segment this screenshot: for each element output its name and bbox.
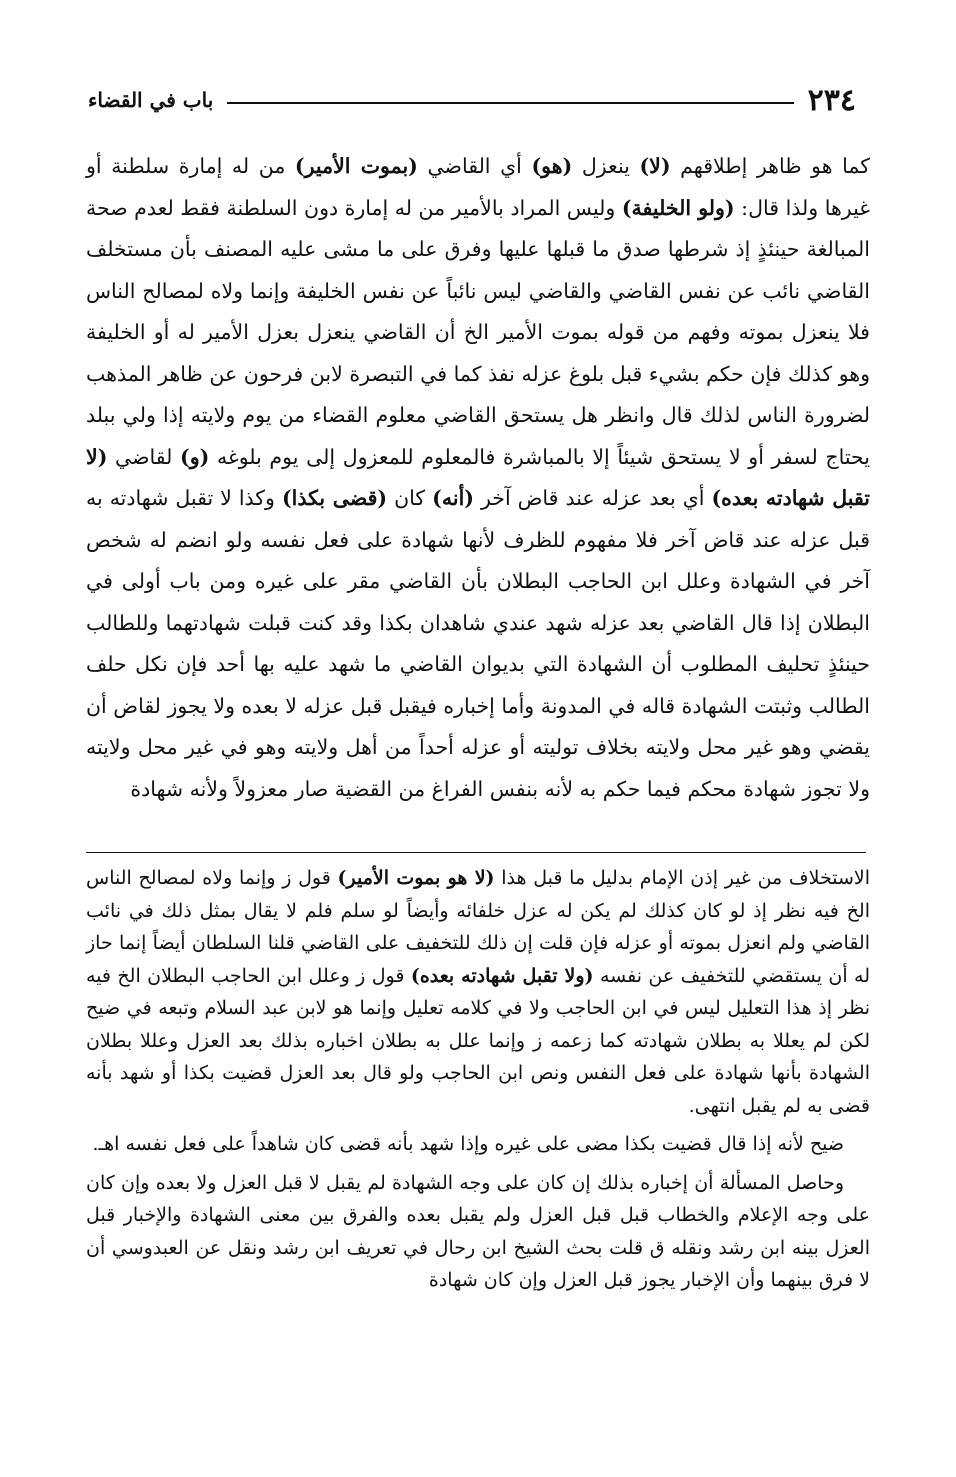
text-run: لقاضي [107,444,181,469]
text-run: الاستخلاف من غير إذن الإمام بدليل ما قبل هذا [494,867,870,889]
note-paragraph: ضيح لأنه إذا قال قضيت بكذا مضى على غيره وإذا شهد بأنه قضى كان شاهداً على فعل نفسه اهـ. [92,1133,844,1155]
header-rule [227,102,793,104]
matn-quote: (قضى بكذا) [281,486,388,510]
text-run: كما هو ظاهر إطلاقهم [670,154,870,178]
footnotes [86,862,870,1297]
note-paragraph [86,862,870,1122]
page-number: ٢٣٤ [807,82,856,118]
matn-quote: (هو) [531,154,573,178]
note-paragraph: وحاصل المسألة أن إخباره بذلك إن كان على وجه الشهادة لم يقبل لا قبل العزل ولا بعده وإن كان على وجه الإعلام والخطاب قبل قبل العزل ولم يقبل بعده والفرق بين معنى الشهادة والإخبار قبل العزل بينه ابن رشد ونقله ق قلت بحث الشيخ ابن رحال في تعريف ابن رشد ونقل عن العبدوسي أن لا فرق بينهما وأن الإخبار يجوز قبل العزل وإن كان شهادة [86,1171,870,1291]
matn-quote: (لا هو بموت الأمير) [337,867,495,889]
matn-quote: (لا) [639,154,671,178]
text-run: وليس المراد بالأمير من له إمارة دون السلطنة فقط لعدم صحة المبالغة حينئذٍ إذ شرطها صدق ما قبلها عليها وفرق على ما مشى عليه المصنف بأن مستخلف القاضي نائب عن نفس القاضي والقاضي ليس نائباً عن نفس الخليفة وإنما ولاه لمصالح الناس فلا ينعزل بموته وفهم من قوله بموت الأمير الخ أن القاضي ينعزل بعزل الأمير له أو الخليفة وهو كذلك فإن حكم بشيء قبل بلوغ عزله نفذ كما في التبصرة لابن فرحون عن ظاهر المذهب لضرورة الناس لذلك قال وانظر هل يستحق القاضي معلوم القضاء من يوم ولايته إذا ولي ببلد يحتاج لسفر أو لا يستحق شيئاً إلا بالمباشرة فالمعلوم للمعزول إلى يوم بلوغه [86,195,870,469]
text-run: قول ز وعلل ابن الحاجب البطلان الخ فيه نظر إذ هذا التعليل ليس في ابن الحاجب ولا في كلامه تعليل وإنما هو لابن عبد السلام وتبعه في ضيح لكن لم يعللا به بطلان شهادته كما زعمه ز وإنما علل به بطلان اخباره بذلك بعد العزل وعللا بطلان الشهادة بأنها شهادة على فعل النفس ونص ابن الحاجب ولو قال بعد العزل قضيت بكذا أو شهد بأنه قضى به لم يقبل انتهى. [86,964,870,1117]
matn-quote: (بموت الأمير) [294,154,418,178]
text-run: قول ز وإنما ولاه لمصالح الناس الخ فيه نظر إذ لو كان كذلك لم يكن له عزل خلفائه وأيضاً لو سلم فلم لا يقال بمثل ذلك في نائب القاضي ولم انعزل بموته أو عزله فإن قلت إن ذلك للتخفيف على القاضي قلنا السلطان أيضاً إنما حاز له أن يستقضي للتخفيف عن نفسه [86,867,870,987]
footnote-separator [86,852,866,853]
matn-quote: (لا تقبل شهادته بعده) [86,444,870,510]
chapter-title: باب في القضاء [88,88,214,112]
text-run: كان [387,486,433,510]
text-run: من له إمارة سلطنة أو غيرها ولذا قال: [86,154,870,220]
text-run: ينعزل [572,154,640,178]
text-run: أي بعد عزله عند قاض آخر [473,486,712,510]
text-run: أي القاضي [417,154,532,178]
matn-quote: (ولو الخليفة) [621,195,735,220]
main-paragraph [86,146,870,810]
matn-quote: (ولا تقبل شهادته بعده) [410,964,594,987]
matn-quote: (أنه) [432,486,474,510]
matn-quote: (و) [180,444,210,469]
running-header [88,80,856,120]
main-text [86,146,870,810]
text-run: وكذا لا تقبل شهادته به قبل عزله عند قاض آخر فلا مفهوم للظرف لأنها شهادة على فعل نفسه ولو انضم له شخص آخر في الشهادة وعلل ابن الحاجب البطلان بأن القاضي مقر على غيره ومن باب أولى في البطلان إذا قال القاضي بعد عزله شهد عندي شاهدان بكذا وقد كنت قبلت شهادتهما وللطالب حينئذٍ تحليف المطلوب أن الشهادة التي بديوان القاضي ما شهد عليه بها أحد فإن نكل حلف الطالب وثبتت الشهادة قاله في المدونة وأما إخباره فيقبل قبل عزله لا بعده ولا يجوز لقاض أن يقضي وهو غير محل ولايته بخلاف توليته أو عزله أحداً من أهل ولايته وهو في غير محل ولايته ولا تجوز شهادة محكم فيما حكم به لأنه بنفس الفراغ من القضية صار معزولاً ولأنه شهادة [86,486,870,801]
